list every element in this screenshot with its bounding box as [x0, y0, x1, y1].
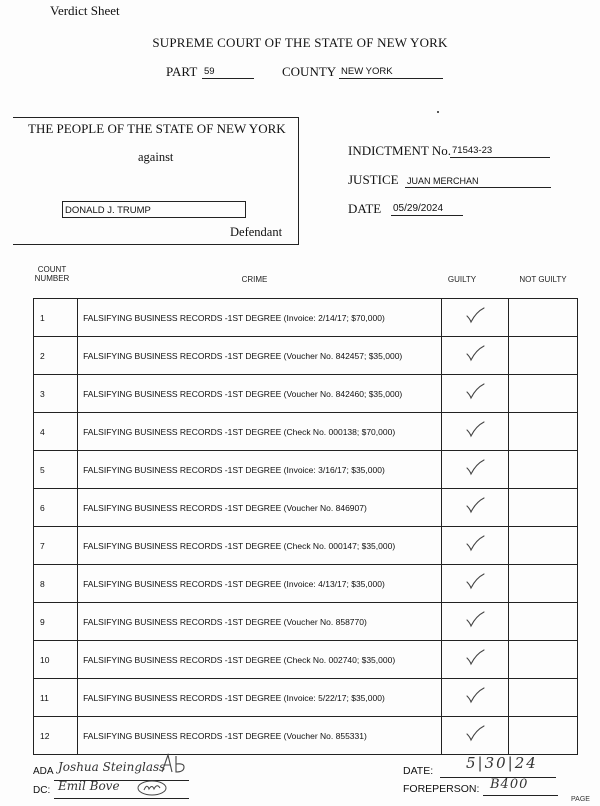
initials-icon — [158, 752, 190, 778]
checkmark-icon — [464, 572, 486, 590]
not-guilty-cell[interactable] — [509, 641, 578, 679]
checkmark-icon — [464, 458, 486, 476]
circled-initials-icon — [136, 779, 168, 797]
not-guilty-cell[interactable] — [509, 489, 578, 527]
not-guilty-cell[interactable] — [509, 717, 578, 755]
not-guilty-header: NOT GUILTY — [519, 275, 567, 284]
table-row — [34, 489, 578, 527]
stray-mark — [437, 111, 439, 113]
defendant-label: Defendant — [230, 225, 283, 239]
guilty-cell[interactable] — [441, 641, 509, 679]
count-number: 1 — [34, 299, 78, 337]
not-guilty-cell[interactable] — [509, 337, 578, 375]
guilty-cell[interactable] — [441, 679, 509, 717]
dc-signature: Emil Bove — [58, 779, 120, 793]
justice-label: JUSTICE — [348, 172, 399, 187]
defendant-name: DONALD J. TRUMP — [62, 201, 246, 218]
count-crime: FALSIFYING BUSINESS RECORDS -1ST DEGREE (Check No. 002740; $35,000) — [78, 641, 442, 679]
date-label: DATE — [348, 201, 382, 216]
dc-signature-line — [54, 798, 189, 799]
foreperson-line — [483, 795, 558, 796]
table-row — [34, 565, 578, 603]
checkmark-icon — [464, 382, 486, 400]
count-number: 8 — [34, 565, 78, 603]
part-label: PART — [166, 64, 198, 79]
not-guilty-cell[interactable] — [509, 565, 578, 603]
footer-date-handwritten: 5|30|24 — [466, 754, 538, 772]
count-crime: FALSIFYING BUSINESS RECORDS -1ST DEGREE (Invoice: 4/13/17; $35,000) — [78, 565, 442, 603]
crime-header: CRIME — [241, 275, 268, 284]
against-label: against — [138, 150, 174, 164]
count-crime: FALSIFYING BUSINESS RECORDS -1ST DEGREE (Check No. 000138; $70,000) — [78, 413, 442, 451]
count-number: 11 — [34, 679, 78, 717]
indictment-value: 71543-23 — [450, 145, 550, 158]
count-crime: FALSIFYING BUSINESS RECORDS -1ST DEGREE (Check No. 000147; $35,000) — [78, 527, 442, 565]
guilty-cell[interactable] — [441, 451, 509, 489]
guilty-header: GUILTY — [447, 275, 477, 284]
count-crime: FALSIFYING BUSINESS RECORDS -1ST DEGREE (Voucher No. 842460; $35,000) — [78, 375, 442, 413]
table-row — [34, 413, 578, 451]
counts-table — [33, 298, 578, 755]
count-number-header: COUNT NUMBER — [34, 265, 70, 283]
sheet-title: Verdict Sheet — [50, 3, 120, 18]
guilty-cell[interactable] — [441, 527, 509, 565]
checkmark-icon — [464, 420, 486, 438]
dc-label: DC: — [33, 785, 51, 796]
page-label: PAGE — [571, 796, 590, 803]
not-guilty-cell[interactable] — [509, 451, 578, 489]
guilty-cell[interactable] — [441, 565, 509, 603]
count-number: 10 — [34, 641, 78, 679]
not-guilty-cell[interactable] — [509, 603, 578, 641]
guilty-cell[interactable] — [441, 299, 509, 337]
count-crime: FALSIFYING BUSINESS RECORDS -1ST DEGREE (Invoice: 3/16/17; $35,000) — [78, 451, 442, 489]
table-row — [34, 527, 578, 565]
count-number: 5 — [34, 451, 78, 489]
date-value: 05/29/2024 — [391, 203, 463, 216]
ada-signature: Joshua Steinglass — [58, 760, 166, 774]
count-crime: FALSIFYING BUSINESS RECORDS -1ST DEGREE (Voucher No. 846907) — [78, 489, 442, 527]
court-name: SUPREME COURT OF THE STATE OF NEW YORK — [152, 35, 448, 50]
count-number: 4 — [34, 413, 78, 451]
guilty-cell[interactable] — [441, 717, 509, 755]
table-row — [34, 679, 578, 717]
checkmark-icon — [464, 724, 486, 742]
footer-date-label: DATE: — [403, 765, 434, 777]
not-guilty-cell[interactable] — [509, 299, 578, 337]
not-guilty-cell[interactable] — [509, 375, 578, 413]
foreperson-handwritten: B400 — [490, 777, 529, 792]
checkmark-icon — [464, 648, 486, 666]
table-row — [34, 603, 578, 641]
checkmark-icon — [464, 306, 486, 324]
count-crime: FALSIFYING BUSINESS RECORDS -1ST DEGREE (Voucher No. 858770) — [78, 603, 442, 641]
people-of-state: THE PEOPLE OF THE STATE OF NEW YORK — [28, 121, 286, 136]
county-label: COUNTY — [282, 64, 337, 79]
count-number: 7 — [34, 527, 78, 565]
checkmark-icon — [464, 534, 486, 552]
foreperson-label: FOREPERSON: — [403, 783, 480, 795]
count-crime: FALSIFYING BUSINESS RECORDS -1ST DEGREE (Voucher No. 855331) — [78, 717, 442, 755]
checkmark-icon — [464, 344, 486, 362]
table-row — [34, 641, 578, 679]
guilty-cell[interactable] — [441, 603, 509, 641]
checkmark-icon — [464, 496, 486, 514]
guilty-cell[interactable] — [441, 489, 509, 527]
checkmark-icon — [464, 686, 486, 704]
table-row — [34, 337, 578, 375]
count-crime: FALSIFYING BUSINESS RECORDS -1ST DEGREE (Voucher No. 842457; $35,000) — [78, 337, 442, 375]
justice-value: JUAN MERCHAN — [405, 175, 551, 188]
count-number: 2 — [34, 337, 78, 375]
table-row — [34, 375, 578, 413]
count-crime: FALSIFYING BUSINESS RECORDS -1ST DEGREE (Invoice: 2/14/17; $70,000) — [78, 299, 442, 337]
table-row — [34, 717, 578, 755]
count-crime: FALSIFYING BUSINESS RECORDS -1ST DEGREE (Invoice: 5/22/17; $35,000) — [78, 679, 442, 717]
guilty-cell[interactable] — [441, 337, 509, 375]
county-value: NEW YORK — [339, 66, 443, 79]
count-number: 3 — [34, 375, 78, 413]
count-number: 6 — [34, 489, 78, 527]
not-guilty-cell[interactable] — [509, 413, 578, 451]
count-number: 12 — [34, 717, 78, 755]
ada-label: ADA — [33, 766, 54, 777]
not-guilty-cell[interactable] — [509, 527, 578, 565]
part-value: 59 — [202, 66, 254, 79]
indictment-label: INDICTMENT No. — [348, 143, 452, 158]
guilty-cell[interactable] — [441, 413, 509, 451]
guilty-cell[interactable] — [441, 375, 509, 413]
checkmark-icon — [464, 610, 486, 628]
table-row — [34, 299, 578, 337]
table-row — [34, 451, 578, 489]
not-guilty-cell[interactable] — [509, 679, 578, 717]
count-number: 9 — [34, 603, 78, 641]
